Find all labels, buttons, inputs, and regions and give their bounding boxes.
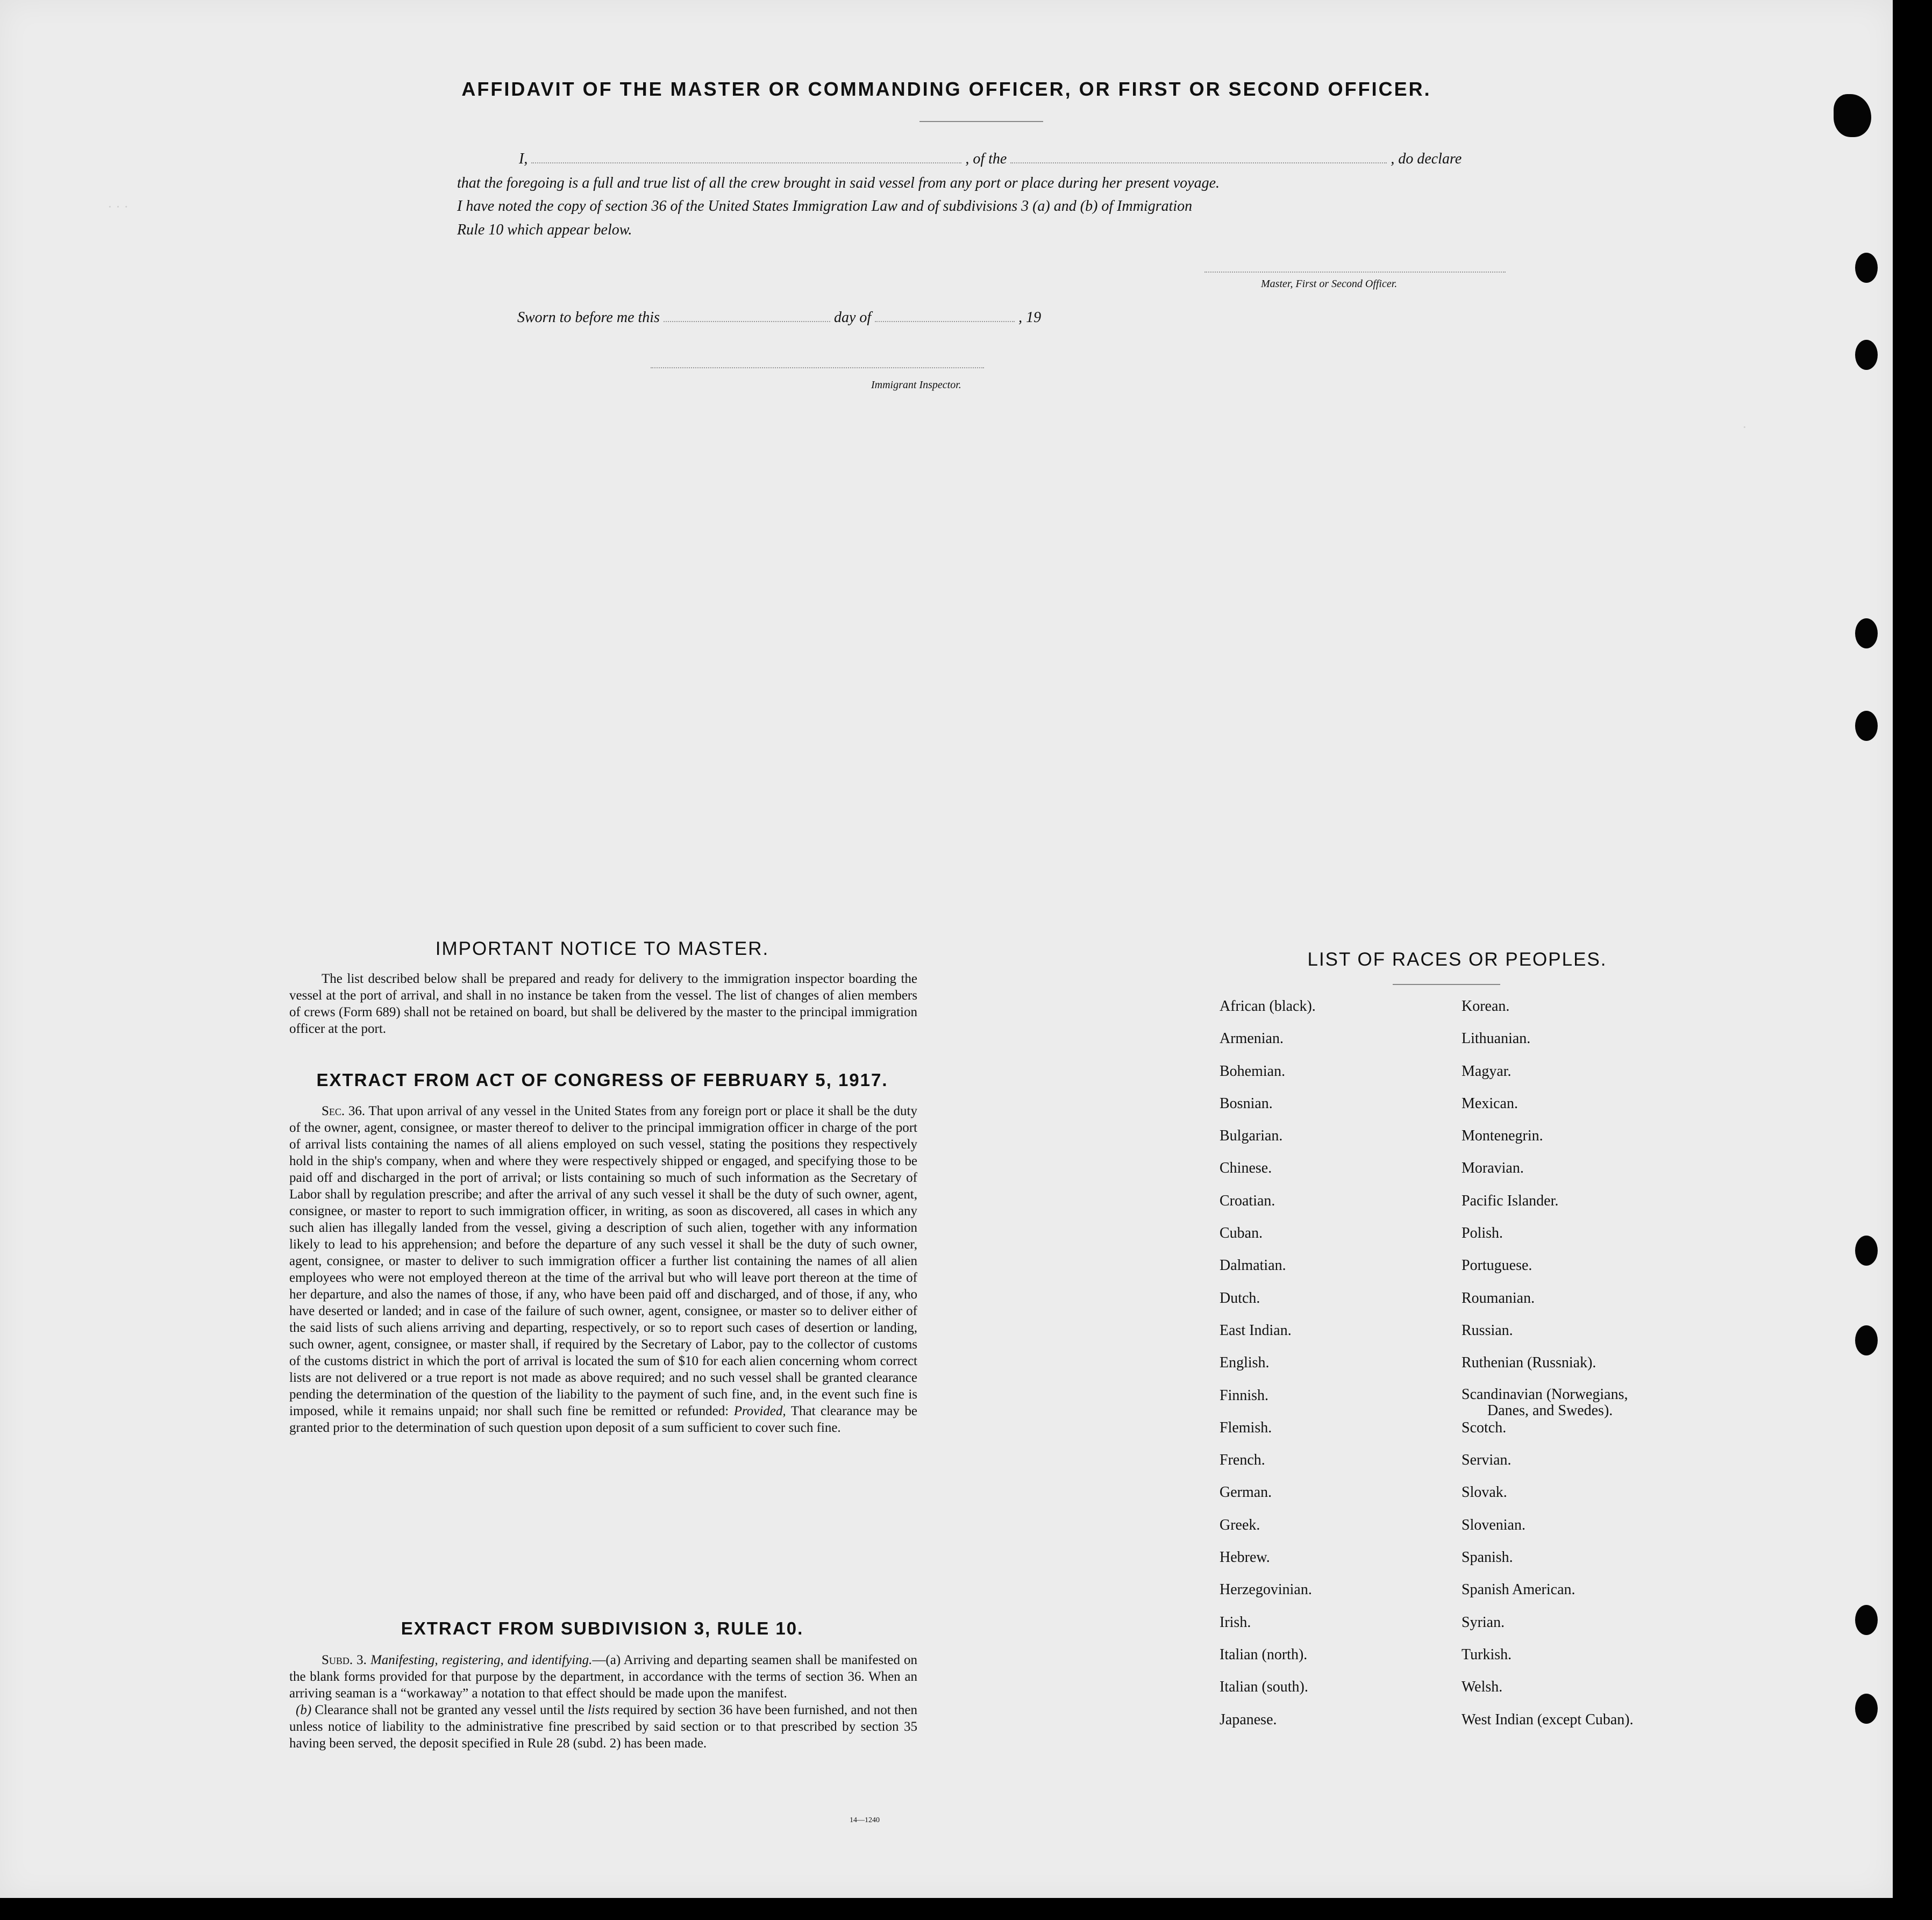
race-item: West Indian (except Cuban).: [1462, 1711, 1634, 1728]
form-number: 14—1240: [850, 1816, 880, 1824]
race-item: Italian (south).: [1220, 1679, 1308, 1696]
race-item: African (black).: [1220, 998, 1316, 1015]
race-item: Pacific Islander.: [1462, 1192, 1559, 1209]
affidavit-declare: , do declare: [1391, 151, 1462, 167]
race-item: Turkish.: [1462, 1646, 1512, 1663]
sworn-day-of: day of: [833, 309, 872, 326]
race-item: Welsh.: [1462, 1679, 1503, 1696]
punch-hole-icon: [1855, 1236, 1878, 1266]
race-item: Spanish.: [1462, 1549, 1513, 1566]
race-item: Finnish.: [1220, 1387, 1269, 1404]
punch-hole-icon: [1855, 1694, 1878, 1724]
race-item: Ruthenian (Russniak).: [1462, 1354, 1596, 1372]
sworn-line: [517, 309, 1041, 326]
punch-hole-icon: [1855, 253, 1878, 283]
act-text-end: That clearance may be granted prior to the determination of such question upon deposit of a sum sufficient to cover such fine.: [289, 1404, 917, 1435]
rule-subd-heading: Manifesting, registering, and identifying.: [370, 1653, 593, 1667]
inspector-signature-line[interactable]: [651, 367, 984, 368]
act-provided: Provided,: [733, 1404, 786, 1418]
rule-b-text-1: Clearance shall not be granted any vessel until the: [315, 1703, 584, 1717]
rule-b-lists: lists: [587, 1703, 610, 1717]
race-item: Russian.: [1462, 1322, 1513, 1339]
punch-hole-icon: [1855, 1325, 1878, 1355]
race-item-line-2: Danes, and Swedes).: [1487, 1402, 1613, 1419]
punch-hole-icon: [1855, 1605, 1878, 1635]
race-item: Lithuanian.: [1462, 1030, 1531, 1047]
bleed-mark: ·: [1742, 419, 1747, 435]
race-item: Moravian.: [1462, 1160, 1524, 1177]
master-signature-line[interactable]: [1204, 272, 1506, 273]
race-item: Servian.: [1462, 1452, 1512, 1469]
race-item: Slovak.: [1462, 1484, 1507, 1501]
race-item: Herzegovinian.: [1220, 1581, 1312, 1598]
race-item: Mexican.: [1462, 1095, 1518, 1112]
race-item: Spanish American.: [1462, 1581, 1575, 1598]
month-blank[interactable]: [875, 321, 1015, 322]
race-item: Polish.: [1462, 1225, 1503, 1242]
race-item: [1462, 1387, 1634, 1419]
affidavit-line-4: Rule 10 which appear below.: [457, 222, 632, 238]
race-item: English.: [1220, 1354, 1270, 1372]
inspector-label: Immigrant Inspector.: [871, 379, 961, 391]
bleed-mark: · · ·: [108, 199, 129, 215]
race-item: East Indian.: [1220, 1322, 1292, 1339]
race-item: French.: [1220, 1452, 1265, 1469]
race-item: Magyar.: [1462, 1062, 1512, 1080]
act-title: EXTRACT FROM ACT OF CONGRESS OF FEBRUARY 5, 1917.: [316, 1070, 888, 1090]
rule-b-label: (b): [296, 1703, 312, 1717]
race-item: Syrian.: [1462, 1614, 1505, 1631]
races-title: LIST OF RACES OR PEOPLES.: [1307, 949, 1607, 970]
title-divider: [919, 121, 1043, 122]
races-column-2: [1462, 997, 1634, 1743]
day-blank[interactable]: [664, 321, 830, 322]
race-item: Greek.: [1220, 1516, 1260, 1533]
affidavit-line-1: [519, 151, 1462, 168]
rule-para-b: [289, 1702, 917, 1752]
notice-text: The list described below shall be prepared and ready for delivery to the immigration inspector boarding the vessel at the port of arrival, and shall in no instance be taken from the vessel. The list of changes of alien members of crews (Form 689) shall not be retained on board, but shall be delivered by the master to the principal immigration officer at the port.: [289, 972, 917, 1036]
affidavit-line-2: that the foregoing is a full and true list of all the crew brought in said vessel from any port or place during her present voyage.: [457, 175, 1220, 191]
race-item: Italian (north).: [1220, 1646, 1308, 1663]
race-item: Hebrew.: [1220, 1549, 1270, 1566]
rule-subd-dash: —: [592, 1653, 606, 1667]
race-item: Bulgarian.: [1220, 1127, 1283, 1145]
race-item: Croatian.: [1220, 1192, 1275, 1209]
race-item-line-1: Scandinavian (Norwegians,: [1462, 1386, 1628, 1403]
race-item: German.: [1220, 1484, 1272, 1501]
race-item: Armenian.: [1220, 1030, 1284, 1047]
affidavit-i: I,: [519, 151, 528, 167]
race-item: Flemish.: [1220, 1419, 1272, 1436]
race-item: Irish.: [1220, 1614, 1251, 1631]
affidavit-of-the: , of the: [965, 151, 1007, 167]
races-column-1: [1220, 997, 1316, 1743]
punch-hole-icon: [1855, 711, 1878, 741]
punch-hole-icon: [1855, 340, 1878, 370]
rule-text: [289, 1652, 917, 1752]
affidavit-line-3: I have noted the copy of section 36 of the United States Immigration Law and of subdivisions 3 (a) and (b) of Immigration: [457, 198, 1193, 215]
name-blank[interactable]: [531, 162, 961, 163]
race-item: Japanese.: [1220, 1711, 1277, 1728]
act-text-body: That upon arrival of any vessel in the United States from any foreign port or place it shall be the duty of the owner, agent, consignee, or master thereof to deliver to the principal immigration officer in charge of the port of arrival lists containing the names of all aliens employed on such vessel, stating the positions they respectively hold in the ship's company, when and where they were respectively shipped or engaged, and specifying those to be paid off and discharged in the port of arrival; or lists containing so much of such information as the Secretary of Labor shall by regulation prescribe; and after the arrival of any such vessel it shall be the duty of such owner, agent, consignee, or master to report to such immigration officer, in writing, as soon as discovered, all cases in which any such alien has illegally landed from the vessel, giving a description of such alien, together with any information likely to lead to his apprehension; and before the departure of any such vessel it shall be the duty of such owner, agent, consignee, or master to deliver to such immigration officer a further list containing the names of all alien employees who were not employed thereon at the time of the arrival but who will leave port thereon at the time of her departure, and also the names of those, if any, who have been paid off and discharged, and of those, if any, who have deserted or landed; and in case of the failure of such owner, agent, consignee, or master so to deliver either of the said lists of such aliens arriving and departing, respectively, or so to report such cases of desertion or landing, such owner, agent, consignee, or master shall, if required by the Secretary of Labor, pay to the collector of customs of the customs district in which the port of arrival is located the sum of $10 for each alien concerning whom correct lists are not delivered or a true report is not made as above required; and no such vessel shall be granted clearance pending the determination of the question of the liability to the payment of such fine, and, in the event such fine is imposed, while it remains unpaid; nor shall such fine be remitted or refunded:: [289, 1104, 917, 1418]
race-item: Slovenian.: [1462, 1516, 1525, 1533]
races-divider: [1393, 984, 1500, 985]
act-text: [289, 1103, 917, 1436]
rule-para-a: [289, 1652, 917, 1702]
race-item: Cuban.: [1220, 1225, 1263, 1242]
master-label: Master, First or Second Officer.: [1261, 278, 1398, 290]
rule-title: EXTRACT FROM SUBDIVISION 3, RULE 10.: [401, 1618, 804, 1638]
race-item: Chinese.: [1220, 1160, 1272, 1177]
act-sec-label: Sec. 36.: [322, 1104, 366, 1118]
punch-hole-icon: [1855, 618, 1878, 648]
sworn-year: , 19: [1018, 309, 1042, 326]
punch-hole-icon: [1834, 94, 1871, 137]
rule-b-text-2: required by section 36 have been furnished, and not then unless notice of liability to the administrative fine prescribed by said section or to that prescribed by section 35 having been served, the deposit specified in Rule 28 (subd. 2) has been made.: [289, 1703, 918, 1751]
race-item: Roumanian.: [1462, 1289, 1535, 1307]
vessel-blank[interactable]: [1010, 162, 1387, 163]
sworn-prefix: Sworn to before me this: [517, 309, 660, 326]
race-item: Bohemian.: [1220, 1062, 1286, 1080]
affidavit-title: AFFIDAVIT OF THE MASTER OR COMMANDING OFFICER, OR FIRST OR SECOND OFFICER.: [461, 78, 1431, 100]
race-item: Dutch.: [1220, 1289, 1260, 1307]
race-item: Montenegrin.: [1462, 1127, 1543, 1145]
race-item: Dalmatian.: [1220, 1257, 1286, 1274]
scan-edge-bottom: [0, 1898, 1932, 1920]
race-item: Bosnian.: [1220, 1095, 1273, 1112]
rule-subd-label: Subd. 3.: [322, 1653, 367, 1667]
race-item: Portuguese.: [1462, 1257, 1532, 1274]
notice-title: IMPORTANT NOTICE TO MASTER.: [435, 938, 769, 959]
race-item: Scotch.: [1462, 1419, 1507, 1436]
scan-edge: [1893, 0, 1932, 1920]
race-item: Korean.: [1462, 998, 1510, 1015]
rule-a-text: (a) Arriving and departing seamen shall be manifested on the blank forms provided for that purpose by the department, in accordance with the terms of section 36. When an arriving seaman is a “workaway” a notation to that effect should be made upon the manifest.: [289, 1653, 917, 1701]
